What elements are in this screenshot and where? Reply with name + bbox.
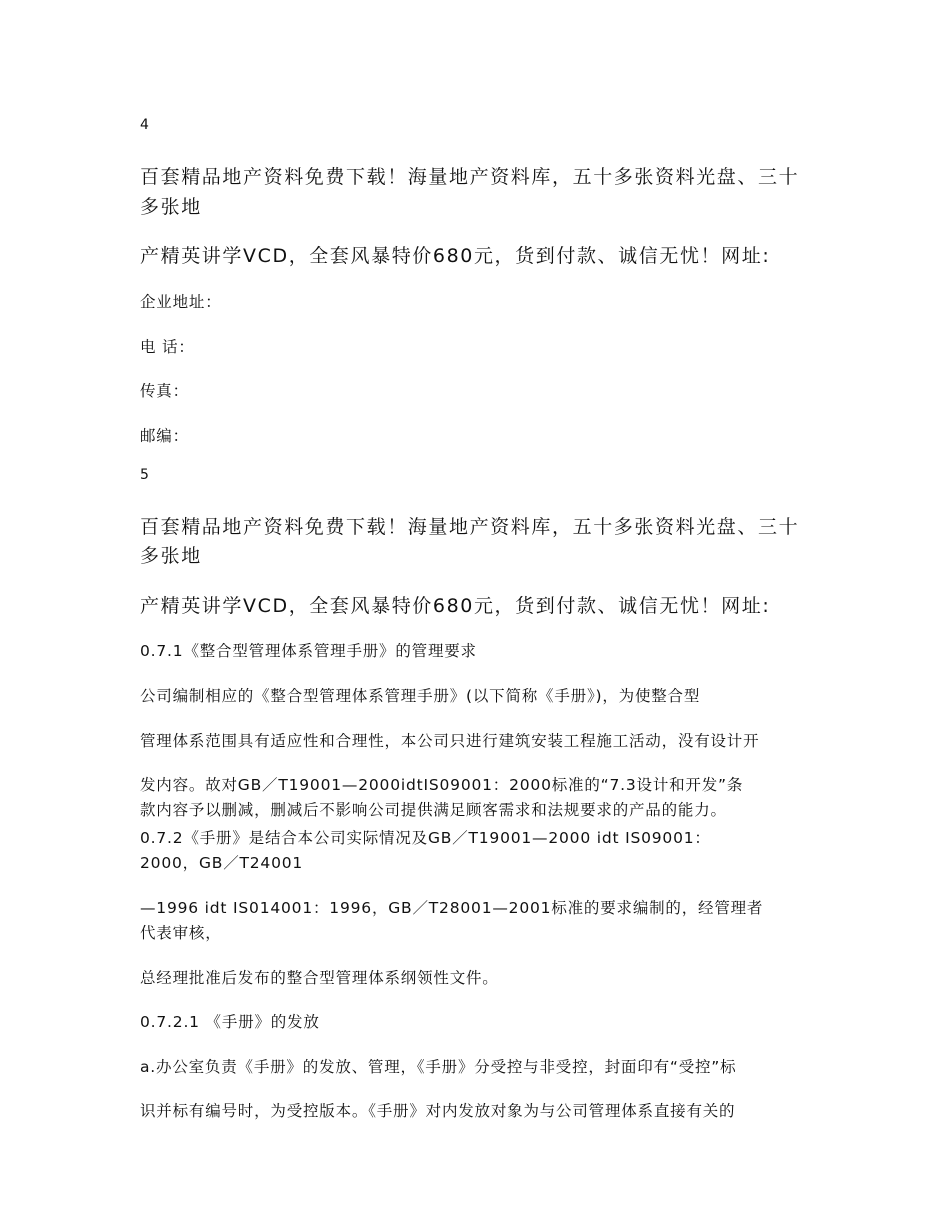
body-text: 款内容予以删减，删减后不影响公司提供满足顾客需求和法规要求的产品的能力。 (140, 801, 727, 819)
promo-line: 产精英讲学VCD，全套风暴特价680元，货到付款、诚信无忧！网址: (140, 245, 771, 267)
body-text: —1996 idt IS014001：1996，GB／T28001—2001标准的要求编制的，经管理者 (140, 899, 764, 917)
page-number: 4 (140, 117, 150, 133)
body-text: a.办公室负责《手册》的发放、管理，《手册》分受控与非受控，封面印有“受控”标 (140, 1058, 737, 1076)
promo-line: 产精英讲学VCD，全套风暴特价680元，货到付款、诚信无忧！网址: (140, 595, 771, 617)
body-text: 识并标有编号时，为受控版本。《手册》对内发放对象为与公司管理体系直接有关的 (140, 1102, 736, 1120)
phone-label: 电 话： (140, 338, 195, 356)
company-address-label: 企业地址： (140, 293, 222, 311)
fax-label: 传真： (140, 382, 189, 400)
body-text: 0.7.2《手册》是结合本公司实际情况及GB／T19001—2000 idt IS09001： (140, 829, 711, 847)
page-number: 5 (140, 467, 150, 483)
postcode-label: 邮编： (140, 427, 189, 445)
body-text: 2000，GB／T24001 (140, 854, 304, 872)
promo-line: 多张地 (140, 196, 202, 218)
body-text: 公司编制相应的《整合型管理体系管理手册》(以下简称《手册》)，为使整合型 (140, 687, 701, 705)
promo-line: 多张地 (140, 545, 202, 567)
promo-line: 百套精品地产资料免费下载！海量地产资料库，五十多张资料光盘、三十 (140, 166, 800, 188)
promo-line: 百套精品地产资料免费下载！海量地产资料库，五十多张资料光盘、三十 (140, 516, 800, 538)
body-text: 总经理批准后发布的整合型管理体系纲领性文件。 (140, 969, 499, 987)
body-text: 发内容。故对GB／T19001—2000idtIS09001：2000标准的“7.3设计和开发”条 (140, 776, 744, 794)
section-heading: 0.7.1《整合型管理体系管理手册》的管理要求 (140, 642, 477, 660)
body-text: 管理体系范围具有适应性和合理性，本公司只进行建筑安装工程施工活动，没有设计开 (140, 732, 760, 750)
section-heading: 0.7.2.1 《手册》的发放 (140, 1013, 320, 1031)
body-text: 代表审核， (140, 924, 222, 942)
